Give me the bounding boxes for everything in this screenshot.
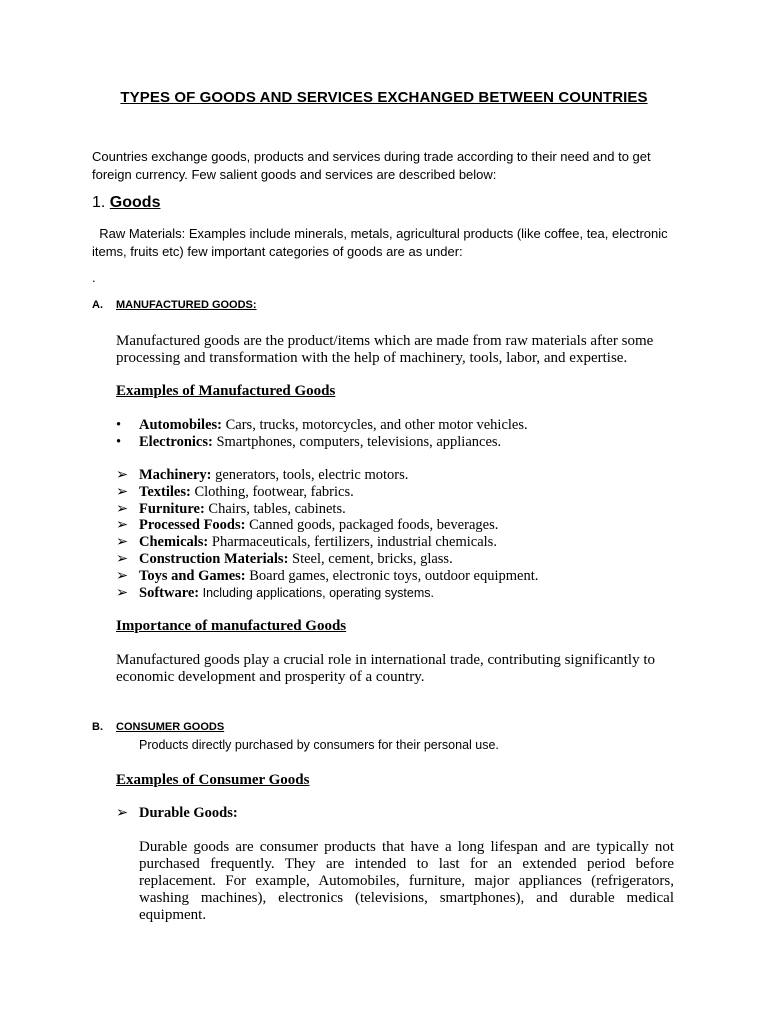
list-item-machinery	[116, 467, 676, 484]
raw-materials-text: Raw Materials: Examples include minerals, metals, agricultural products (like coffee, tea, electronic items, fruits etc) few important categories of goods are as under:	[92, 226, 668, 259]
list-item-processed-foods	[116, 517, 676, 534]
arrow-marker-icon: ➢	[116, 517, 129, 534]
item-label: Machinery:	[139, 467, 212, 483]
raw-materials-paragraph	[92, 225, 682, 261]
arrow-marker-icon: ➢	[116, 584, 129, 601]
importance-heading: Importance of manufactured Goods	[116, 618, 347, 634]
section-b-title: CONSUMER GOODS	[116, 721, 225, 733]
arrow-marker-icon: ➢	[116, 550, 129, 567]
item-text: Pharmaceuticals, fertilizers, industrial chemicals.	[208, 534, 497, 551]
item-label: Furniture:	[139, 500, 205, 517]
intro-paragraph: Countries exchange goods, products and services during trade according to their need and to get foreign currency. Few salient goods and services are described below:	[92, 149, 651, 182]
item-text: Board games, electronic toys, outdoor equipment.	[245, 567, 539, 584]
item-label: Durable Goods:	[139, 805, 238, 821]
item-text: Smartphones, computers, televisions, appliances.	[212, 433, 502, 450]
list-item-construction-materials	[116, 551, 676, 568]
item-text: Cars, trucks, motorcycles, and other motor vehicles.	[221, 417, 528, 433]
item-text: generators, tools, electric motors.	[211, 467, 409, 483]
list-item-software	[116, 585, 676, 602]
list-item-furniture	[116, 501, 676, 518]
goods-heading-label: Goods	[109, 194, 161, 211]
consumer-goods-description: Products directly purchased by consumers for their personal use.	[139, 738, 499, 752]
list-item-chemicals	[116, 534, 676, 551]
durable-goods-paragraph: Durable goods are consumer products that have a long lifespan and are typically not purchased frequently. They are intended to last for an extended period before replacement. For example, Automobiles, furniture, major appliances (refrigerators, washing machines), electronics (televisions, smartphones), and durable medical equipment.	[139, 839, 674, 923]
section-a-title: MANUFACTURED GOODS:	[116, 299, 257, 311]
item-label: Automobiles:	[139, 417, 222, 433]
item-label: Software:	[139, 584, 200, 601]
stray-dot: .	[92, 270, 96, 285]
item-label: Electronics:	[139, 433, 213, 450]
list-item-automobiles	[116, 417, 676, 434]
list-item-toys-and-games	[116, 568, 676, 585]
section-a-letter: A.	[92, 299, 103, 311]
importance-paragraph: Manufactured goods play a crucial role in international trade, contributing significantly to economic development and prosperity of a country.	[116, 652, 655, 685]
consumer-examples-heading: Examples of Consumer Goods	[116, 772, 310, 788]
manufactured-examples-heading: Examples of Manufactured Goods	[116, 383, 336, 399]
item-text: Clothing, footwear, fabrics.	[190, 483, 354, 500]
item-label: Textiles:	[139, 483, 191, 500]
arrow-marker-icon: ➢	[116, 467, 129, 483]
list-item-durable-goods	[116, 805, 676, 822]
item-label: Toys and Games:	[139, 567, 246, 584]
manufactured-arrow-list	[116, 467, 676, 601]
bullet-marker: •	[116, 433, 122, 450]
item-text: Including applications, operating systems.	[199, 585, 434, 600]
item-text: Canned goods, packaged foods, beverages.	[245, 517, 499, 534]
list-item-electronics	[116, 434, 676, 451]
item-label: Chemicals:	[139, 534, 209, 551]
item-text: Steel, cement, bricks, glass.	[288, 550, 453, 567]
arrow-marker-icon: ➢	[116, 805, 129, 821]
consumer-arrow-list	[116, 805, 676, 822]
item-label: Construction Materials:	[139, 550, 289, 567]
arrow-marker-icon: ➢	[116, 483, 129, 500]
arrow-marker-icon: ➢	[116, 500, 129, 517]
manufactured-goods-description: Manufactured goods are the product/items which are made from raw materials after some processing and transformation with the help of machinery, tools, labor, and expertise.	[116, 333, 654, 366]
goods-heading-number: 1.	[92, 194, 106, 211]
list-item-textiles	[116, 484, 676, 501]
item-text: Chairs, tables, cabinets.	[204, 500, 346, 517]
document-title: TYPES OF GOODS AND SERVICES EXCHANGED BETWEEN COUNTRIES	[120, 89, 648, 106]
bullet-marker: •	[116, 417, 122, 433]
arrow-marker-icon: ➢	[116, 534, 129, 551]
arrow-marker-icon: ➢	[116, 567, 129, 584]
item-label: Processed Foods:	[139, 517, 246, 534]
goods-heading	[92, 194, 160, 212]
section-b-letter: B.	[92, 721, 103, 733]
manufactured-bullet-list	[116, 417, 676, 451]
